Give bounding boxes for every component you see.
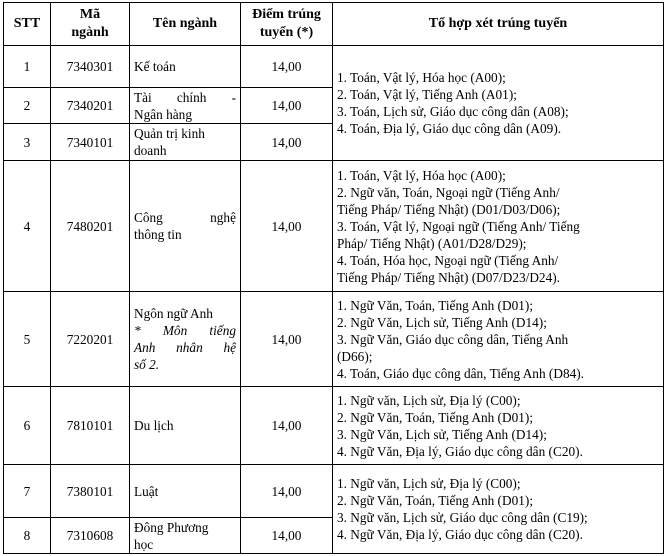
table-row	[4, 465, 664, 518]
cell-diem: 14,00	[241, 161, 333, 292]
header-row	[4, 3, 664, 46]
to-hop-line: (D66);	[337, 348, 373, 364]
to-hop-line: 1. Ngữ văn, Lịch sử, Địa lý (C00);	[337, 392, 521, 408]
header-ma-nganh	[51, 3, 130, 46]
to-hop-line: 4. Toán, Địa lý, Giáo dục công dân (A09).	[337, 121, 562, 136]
to-hop-line: 4. Toán, Hóa học, Ngoại ngữ (Tiếng Anh/	[337, 252, 559, 268]
cell-to-hop	[333, 465, 664, 554]
ten-nganh-line: Du lịch	[134, 418, 174, 433]
admission-table	[3, 2, 664, 554]
to-hop-line: 1. Ngữ Văn, Toán, Tiếng Anh (D01);	[337, 297, 534, 313]
header-ten-nganh: Tên ngành	[130, 3, 241, 46]
cell-ten-nganh	[130, 88, 241, 124]
cell-ma-nganh: 7340201	[51, 88, 130, 124]
ten-nganh-line: Kế toán	[134, 59, 176, 74]
to-hop-line: 4. Toán, Giáo dục công dân, Tiếng Anh (D84).	[337, 365, 585, 381]
ten-nganh-line: Ngôn ngữ Anh	[134, 306, 213, 321]
table-row	[4, 387, 664, 465]
header-diem-line: Điểm trúng	[252, 7, 321, 22]
to-hop-line: 1. Toán, Vật lý, Hóa học (A00);	[337, 167, 506, 183]
ten-nganh-line: Công nghệ	[134, 210, 236, 225]
cell-stt: 1	[4, 46, 51, 88]
cell-stt: 4	[4, 161, 51, 292]
cell-ma-nganh: 7310608	[51, 518, 130, 554]
ten-nganh-note: * Môn tiếng	[134, 323, 236, 338]
ten-nganh-line: thông tin	[134, 227, 182, 242]
header-stt: STT	[4, 3, 51, 46]
cell-ten-nganh	[130, 161, 241, 292]
ten-nganh-line: học	[134, 536, 154, 552]
to-hop-line: 4. Ngữ Văn, Địa lý, Giáo dục công dân (C20).	[337, 443, 583, 459]
table-row	[4, 46, 664, 88]
to-hop-line: 2. Ngữ Văn, Toán, Tiếng Anh (D01);	[337, 493, 534, 508]
cell-diem: 14,00	[241, 465, 333, 518]
cell-ma-nganh: 7810101	[51, 387, 130, 465]
to-hop-line: 2. Ngữ Văn, Toán, Tiếng Anh (D01);	[337, 409, 534, 425]
header-ma-nganh-line: Mã	[79, 7, 101, 22]
cell-ma-nganh: 7480201	[51, 161, 130, 292]
header-diem	[241, 3, 333, 46]
cell-to-hop	[333, 387, 664, 465]
cell-ten-nganh	[130, 46, 241, 88]
cell-diem: 14,00	[241, 518, 333, 554]
to-hop-line: Pháp/ Tiếng Nhật) (A01/D28/D29);	[337, 235, 527, 251]
to-hop-line: 4. Ngữ Văn, Địa lý, Giáo dục công dân (C20).	[337, 527, 583, 542]
ten-nganh-line: Tài chính -	[134, 89, 236, 105]
ten-nganh-line: Ngân hàng	[134, 106, 192, 122]
cell-to-hop	[333, 161, 664, 292]
cell-stt: 5	[4, 292, 51, 387]
cell-to-hop	[333, 46, 664, 161]
to-hop-line: 3. Toán, Lịch sử, Giáo dục công dân (A08);	[337, 104, 569, 119]
cell-ma-nganh: 7220201	[51, 292, 130, 387]
cell-ma-nganh: 7340301	[51, 46, 130, 88]
cell-ma-nganh: 7340101	[51, 124, 130, 161]
cell-diem: 14,00	[241, 387, 333, 465]
table-row	[4, 161, 664, 292]
cell-diem: 14,00	[241, 88, 333, 124]
cell-ten-nganh	[130, 124, 241, 161]
ten-nganh-line: Quản trị kinh	[134, 126, 205, 141]
cell-stt: 8	[4, 518, 51, 554]
cell-ten-nganh	[130, 292, 241, 387]
to-hop-line: 1. Ngữ văn, Lịch sử, Địa lý (C00);	[337, 476, 521, 491]
ten-nganh-line: Đông Phương	[134, 519, 209, 535]
to-hop-line: 3. Toán, Vật lý, Ngoại ngữ (Tiếng Anh/ Tiếng	[337, 218, 580, 234]
cell-diem: 14,00	[241, 46, 333, 88]
to-hop-line: 2. Ngữ Văn, Lịch sử, Tiếng Anh (D14);	[337, 314, 547, 330]
cell-diem: 14,00	[241, 124, 333, 161]
to-hop-line: Tiếng Pháp/ Tiếng Nhật) (D01/D03/D06);	[337, 201, 561, 217]
ten-nganh-note: số 2.	[134, 357, 160, 372]
to-hop-line: 3. Ngữ văn, Lịch sử, Giáo dục công dân (C19);	[337, 510, 588, 525]
cell-to-hop	[333, 292, 664, 387]
cell-ten-nganh	[130, 465, 241, 518]
header-diem-line: tuyển (*)	[259, 25, 314, 40]
cell-stt: 7	[4, 465, 51, 518]
cell-ten-nganh	[130, 518, 241, 554]
header-to-hop: Tổ hợp xét trúng tuyển	[333, 3, 664, 46]
header-ma-nganh-line: ngành	[71, 25, 109, 40]
to-hop-line: 2. Ngữ văn, Toán, Ngoại ngữ (Tiếng Anh/	[337, 184, 560, 200]
cell-stt: 6	[4, 387, 51, 465]
cell-stt: 3	[4, 124, 51, 161]
to-hop-line: Tiếng Pháp/ Tiếng Nhật) (D07/D23/D24).	[337, 269, 560, 285]
to-hop-line: 1. Toán, Vật lý, Hóa học (A00);	[337, 70, 506, 85]
cell-ma-nganh: 7380101	[51, 465, 130, 518]
ten-nganh-note: Anh nhân hệ	[134, 340, 236, 355]
cell-diem: 14,00	[241, 292, 333, 387]
cell-ten-nganh	[130, 387, 241, 465]
cell-stt: 2	[4, 88, 51, 124]
to-hop-line: 3. Ngữ Văn, Giáo dục công dân, Tiếng Anh	[337, 331, 569, 347]
to-hop-line: 3. Ngữ Văn, Lịch sử, Tiếng Anh (D14);	[337, 426, 547, 442]
ten-nganh-line: doanh	[134, 143, 167, 158]
to-hop-line: 2. Toán, Vật lý, Tiếng Anh (A01);	[337, 87, 517, 102]
table-row	[4, 292, 664, 387]
ten-nganh-line: Luật	[134, 483, 159, 499]
